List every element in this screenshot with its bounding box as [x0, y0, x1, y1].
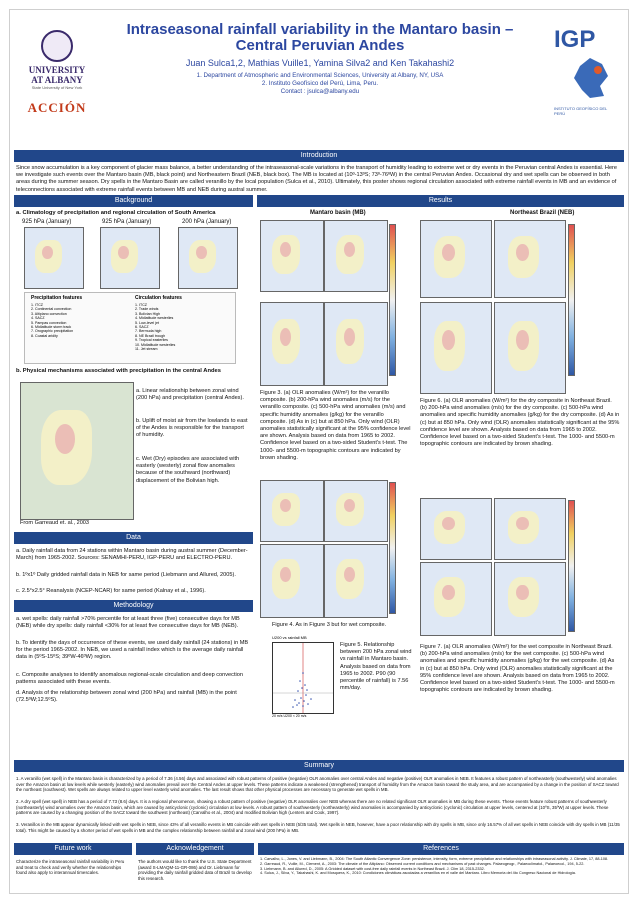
fig4-caption: Figure 4. As in Figure 3 but for wet composite.	[272, 622, 387, 628]
acknowledgement-heading: Acknowledgement	[136, 843, 254, 855]
fig4-colorbar	[389, 482, 396, 614]
method-item-a: a. wet spells: daily rainfall >70% percentile for at least three (five) consecutive days for MB (NEB) while dry spells: daily rainfall <30% for at least five consecutive days for MB (NEB).	[16, 616, 240, 630]
peru-map-icon	[568, 56, 612, 100]
affiliations	[110, 72, 530, 96]
precip-feature: 5. Pampas convection	[31, 320, 67, 325]
references-list	[260, 857, 622, 876]
circ-feature: 1. ITCZ	[135, 303, 147, 307]
summary-point-1: 1. A veranillo (wet spell) in the Mantaro basin is characterized by a period of 7.36 (4.56) days and associated with robust patterns of positive (negative) OLR anomalies over central Andes and negative (positive) OLR anomalies in NEB. It features a robust pattern of northeasterly (southwesterly) wind anomalies over the Amazon basin at low levels while westerly (easterly) wind anomalies prevail over the Central Andes at upper levels. These patterns indicate a weakened (strengthened) transport of humidity from the Amazon basin toward the study area, and are accompanied by a change in the position of SACZ toward the northeast (southwest). Wet spells are always related to upper level easterly wind anomalies. The last result shows that other physical processes are necessary to generate wet spells in MB.	[16, 776, 619, 793]
fig7-caption: Figure 7. (a) OLR anomalies (W/m²) for the wet composite in Northeast Brazil. (b) 200-hPa wind anomalies (m/s) for the wet composite. (c) 500-hPa wind anomalies and specific humidity anomalies (g/kg) for the wet composite. (d) As in (c) but at 850 hPa. Only wind (OLR) anomalies statistically significant at the 95% confidence level are shown. Analysis based on data from 1965 to 2002. Confidence level based on a two-sided Student's t-test. The 1000- and 5500-m topographic contours are indicated by brown shading.	[420, 644, 615, 694]
fig3-map-d	[324, 302, 388, 386]
precip-features-list	[31, 303, 121, 338]
data-item-b: b. 1ºx1º Daily gridded rainfall data in NEB for same period (Liebmann and Allured, 2005).	[16, 572, 236, 578]
precip-feature: 7. Orographic precipitation	[31, 329, 74, 334]
poster-title	[110, 22, 530, 54]
university-name: UNIVERSITY AT ALBANY	[28, 65, 86, 85]
fig7-map-d	[494, 562, 566, 636]
data-item-a: a. Daily rainfall data from 24 stations within Mantaro basin during austral summer (December-March) from 1965-2002. Sources: SENAMHI-PERU, IGP-PERU and ELECTRO-PERU.	[16, 548, 248, 562]
fig6-colorbar	[568, 224, 575, 376]
fig7-map-a	[420, 498, 492, 560]
fig7-map-c	[420, 562, 492, 636]
university-seal-icon	[41, 30, 73, 62]
summary-point-3: 3. Veranillos in the MB appear dynamically linked with wet spells in NEB, since 43% of all veranillo events in MB coincide with wet spells in NEB (5/35 total). Wet spells in NEB, however, have a poor relationship with dry spells in MB, since only 16.57% of all wet spells in NEB coincide with dry spells in MB (11/35 total). This might be caused by a shorter period of wet spells in MB and the complex relationship between rainfall and zonal wind (200 hPa) in MB.	[16, 822, 620, 833]
reference-item: 2. Garreaud, R., Vuille, M., Clement, A., 2003: The climate of the Altiplano: Observed current conditions and mechanisms of past changes. Palaeogeogr., Palaeoclimatol., Palaeoecol., 194, 5-22.	[260, 861, 585, 866]
fig6-map-c	[420, 302, 492, 394]
circ-feature: 10. Midlatitude westerlies	[135, 342, 176, 347]
future-work-heading: Future work	[14, 843, 132, 855]
reference-item: 3. Liebmann, B. and Allured, D., 2005: A Gridded dataset with cost-free daily rainfall events in Northeast Brazil. J. Clim 18, 2315-2332.	[260, 866, 485, 871]
data-heading: Data	[14, 532, 253, 544]
results-column-neb: Northeast Brazil (NEB)	[510, 210, 575, 216]
features-legend	[24, 292, 236, 364]
reference-item: 1. Carvalho, L., Jones, V. and Liebmann, B., 2004: The South Atlantic Convergence Zone: persistence, intensity, form, extreme precipitation and relationships with intraseasonal activity. J. Climate, 17, 88-108.	[260, 857, 609, 861]
future-work-text: Characterize the intraseasonal rainfall variability in Peru and treat to check and verify whether the relationships found also apply to interannual timescales.	[16, 859, 125, 876]
precip-features-title: Precipitation features	[31, 295, 83, 301]
header	[10, 10, 628, 138]
fig6-map-a	[420, 220, 492, 298]
climatology-map-3	[178, 227, 238, 289]
mechanism-bullet-c: c. Wet (Dry) episodes are associated with easterly (westerly) zonal flow anomalies because of the southward (northward) displacement of the Bolivian high.	[136, 456, 240, 484]
background-sub-b: b. Physical mechanisms associated with precipitation in the central Andes	[16, 368, 221, 374]
circ-feature: 5. Low-level jet	[135, 320, 159, 325]
fig6-map-d	[494, 302, 566, 394]
method-item-d: d. Analysis of the relationship between zonal wind (200 hPa) and rainfall (MB) in the point (72.5ºW;12.5ºS).	[16, 690, 237, 704]
precip-feature: 1. ITCZ	[31, 303, 43, 307]
circ-feature: 9. Tropical easterlies	[135, 338, 168, 343]
fig5-scatter-plot	[272, 642, 334, 714]
background-heading: Background	[14, 195, 253, 207]
igp-logo-subtitle: INSTITUTO GEOFÍSICO DEL PERÚ	[554, 106, 608, 116]
level-label-2: 925 hPa (January)	[102, 219, 152, 225]
title-line-1: Intraseasonal rainfall variability in the Mantaro basin –	[126, 21, 514, 38]
circ-feature: 4. Midlatitude westerlies	[135, 316, 174, 321]
affiliation-2: 2. Instituto Geofísico del Perú, Lima, Peru.	[261, 80, 379, 87]
mechanism-bullet-a: a. Linear relationship between zonal wind (200 hPa) and precipitation (central Andes).	[136, 388, 244, 402]
acknowledgement-text: The authors would like to thank the U.S. State Department (award S-LMAQM-11-GR-086) and Dr. Liebmann for providing the daily rainfall gridded data of Brazil to develop this research.	[138, 859, 252, 881]
fig3-map-a	[260, 220, 324, 292]
university-subtitle: State University of New York	[31, 85, 83, 90]
university-logo	[24, 30, 90, 116]
summary-point-2: 2. A dry spell (wet spell) in NEB has a period of 7.73 (8.6) days. It is a regional phenomenon, showing a robust pattern of positive (negative) OLR anomalies over NEB whereas there are no related significant OLR anomalies in MB during these events. These events feature robust patterns of southwesterly (northeasterly) wind anomalies over the Amazon basin, which are caused by anticyclonic (cyclonic) circulation at low levels. A robust pattern of southwesterly (northeasterly) wind anomalies is accompanied by anticyclonic (cyclonic) circulation at upper levels, centered at (10ºS, 35ºW) at upper levels. These patterns are caused by a changing position of the SACZ toward the southwest (northeast) (Carvalho et al., 2004) and modified Bolivian high (Lenters and Cook, 1997).	[16, 799, 609, 816]
circ-feature: 2. Trade winds	[135, 307, 159, 312]
fig5-xlabel: 20 m/s U200 < 20 m/s	[272, 714, 307, 718]
affiliation-1: 1. Department of Atmospheric and Environmental Sciences, University at Albany, NY, USA	[196, 72, 444, 79]
title-line-2: Central Peruvian Andes	[235, 37, 405, 54]
precip-feature: 3. Altiplano convection	[31, 311, 67, 316]
fig6-map-b	[494, 220, 566, 298]
circ-features-list	[135, 303, 230, 351]
introduction-text: Since snow accumulation is a key component of glacier mass balance, a better understanding of the intraseasonal-scale variations in the transport of humidity leading to extreme wet or dry events in the Peruvian central Andes is essential. Here we investigate such events over the Mantaro basin (MB, black point) and Northeastern Brazil (NEB, black box). The MB is located at (10º-13ºS; 73º-76ºW) in the central Peruvian Andes. Occasional dry and wet spells can be observed in both areas during the summer season. Dry spells in the Mantaro Basin are called veranillo by the local population (Sulca et al., 2010). Ultimately, this poster shows regional circulation associated with extreme rainfall events in MB and an evidence of teleconnections associated with extreme rainfall events between MB and NEB during austral summer.	[16, 165, 618, 193]
method-item-b: b. To identify the days of occurrence of these events, we used daily rainfall (24 stations) in MB for the period 1965-2002. In NEB, we used a rainfall index which is the average daily rainfall data in (5ºS-15ºS; 39ºW-46ºW) region.	[16, 640, 249, 661]
andes-mechanism-map	[20, 382, 134, 520]
fig4-map-b	[324, 480, 388, 542]
fig5-title: U200 vs rainfall MB	[272, 635, 307, 640]
fig3-map-c	[260, 302, 324, 386]
poster	[9, 9, 629, 894]
circ-feature: 3. Bolivian High	[135, 311, 160, 316]
summary-heading: Summary	[14, 760, 624, 772]
igp-logo	[554, 28, 614, 118]
data-item-c: c. 2.5°x2.5° Reanalysis (NCEP-NCAR) for same period (Kalnay et al., 1996).	[16, 588, 206, 594]
fig4-map-a	[260, 480, 324, 542]
precip-feature: 8. Coastal aridity	[31, 333, 58, 338]
precip-feature: 4. SACZ	[31, 316, 45, 321]
circ-feature: 6. SACZ	[135, 325, 149, 330]
background-credit: From Garreaud et. al., 2003	[20, 520, 90, 526]
level-label-3: 200 hPa (January)	[182, 219, 232, 225]
fig3-caption: Figure 3. (a) OLR anomalies (W/m²) for the veranillo composite. (b) 200-hPa wind anomalies (m/s) for the veranillo composite. (c) 500-hPa wind anomalies (m/s) and specific humidity anomalies (g/kg) for the veranillo composite. (d) As in (c) but at 850 hPa. Only wind (OLR) anomalies statistically significant at the 95% confidence level are shown. Analysis based on data from 1965 to 2002. Confidence level based on a two-sided Student's t-test. The 1000- and 5500-m topographic contours are indicated by brown shading.	[260, 390, 411, 461]
fig4-map-c	[260, 544, 324, 618]
fig3-colorbar	[389, 224, 396, 376]
circ-feature: 11. Jet stream	[135, 347, 158, 352]
contact: Contact : jsulca@albany.edu	[280, 88, 360, 95]
background-sub-a: a. Climatology of precipitation and regional circulation of South America	[16, 210, 216, 216]
climatology-map-2	[100, 227, 160, 289]
precip-feature: 2. Continental convection	[31, 307, 72, 312]
fig4-map-d	[324, 544, 388, 618]
fig7-map-b	[494, 498, 566, 560]
circ-feature: 7. Bermuda high	[135, 329, 162, 334]
circ-feature: 8. NE Brazil trough	[135, 333, 166, 338]
results-heading: Results	[257, 195, 624, 207]
methodology-heading: Methodology	[14, 600, 253, 612]
references-heading: References	[258, 843, 624, 855]
reference-item: 4. Sulca, J., Silva, Y., Takahashi, K. and Mosquera, K., 2010: Condiciones climáticas asociadas a veranillos en el valle del Mantaro. Libro Memoria del 4to Congreso Nacional de Hidrología.	[260, 871, 576, 876]
climatology-map-1	[24, 227, 84, 289]
level-label-1: 925 hPa (January)	[22, 219, 72, 225]
precip-feature: 6. Midlatitude storm track	[31, 325, 72, 330]
accion-logo: ACCIÓN	[27, 100, 87, 115]
igp-logo-text: IGP	[554, 26, 596, 53]
method-item-c: c. Composite analyses to identify anomalous regional-scale circulation and deep convection patterns associated with these events.	[16, 672, 243, 686]
circ-features-title: Circulation features	[135, 295, 182, 301]
authors: Juan Sulca1,2, Mathias Vuille1, Yamina Silva2 and Ken Takahashi2	[185, 58, 455, 68]
fig3-map-b	[324, 220, 388, 292]
results-column-mb: Mantaro basin (MB)	[310, 210, 366, 216]
mechanism-bullet-b: b. Uplift of moist air from the lowlands to east of the Andes is responsible for the transport of humidity.	[136, 418, 248, 439]
introduction-heading: Introduction	[14, 150, 624, 162]
fig5-caption: Figure 5. Relationship between 200 hPa zonal wind vs rainfall in Mantaro basin. Analysis based on data from 1965 to 2002. P90 (90 percentile of rainfall) is 7.56 mm/day.	[340, 642, 412, 692]
fig6-caption: Figure 6. (a) OLR anomalies (W/m²) for the dry composite in Northeast Brazil. (b) 200-hPa wind anomalies (m/s) for the dry composite. (c) 500-hPa wind anomalies and specific humidity anomalies (g/kg) for the dry composite. (d) As in (c) but at 850 hPa. Only wind (OLR) anomalies statistically significant at the 95% confidence level are shown. Analysis based on data from 1965 to 2002. Confidence level based on a two-sided Student's t-test. The 1000- and 5500-m topographic contours are indicated by brown shading.	[420, 398, 620, 448]
fig7-colorbar	[568, 500, 575, 632]
